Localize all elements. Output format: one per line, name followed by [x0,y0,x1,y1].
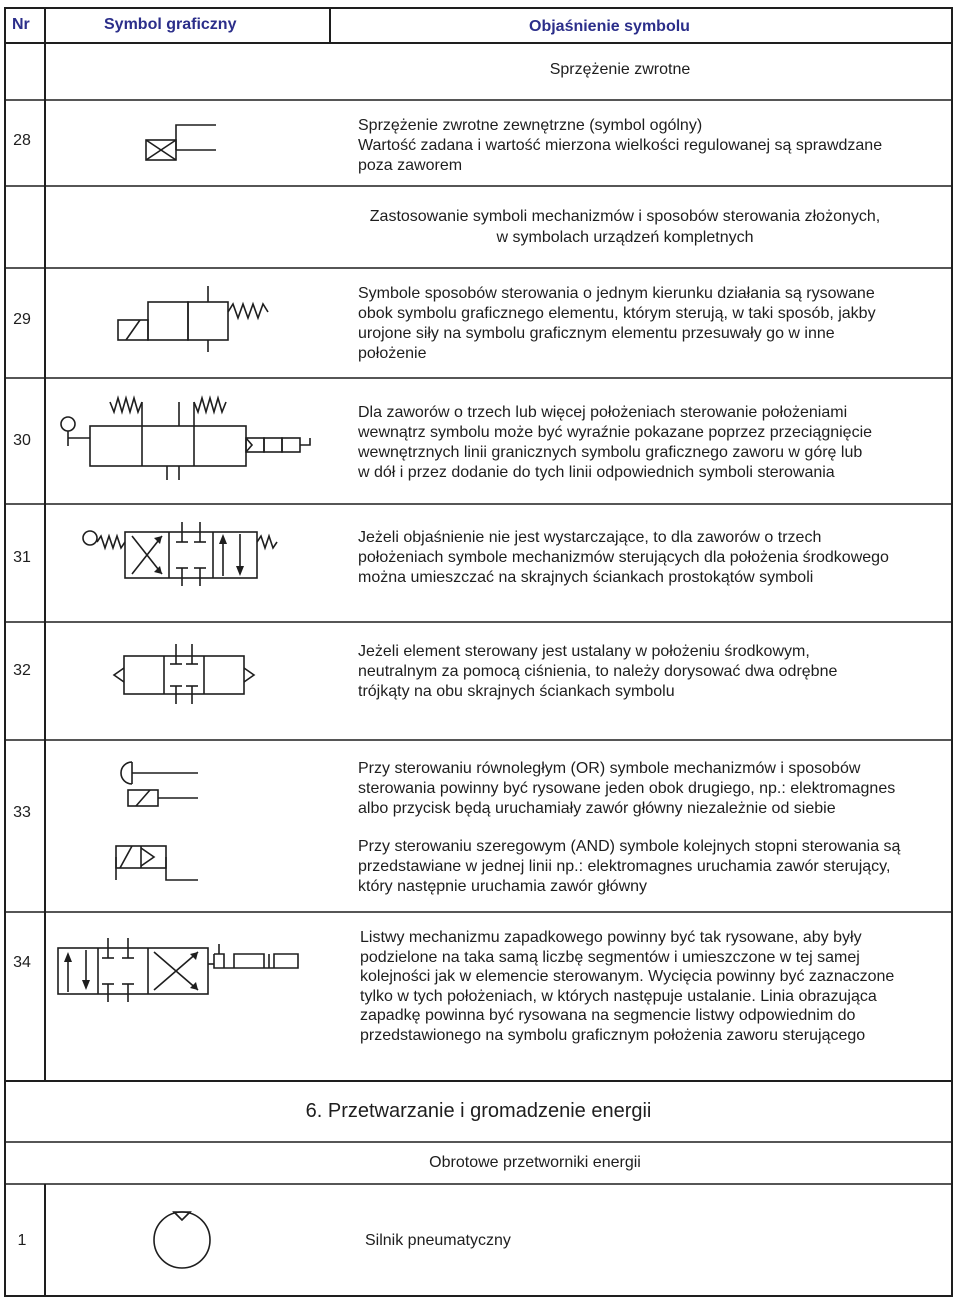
row-30-line-3: wewnętrznych linii granicznych symbolu graficznego zaworu w górę lub [358,444,863,461]
row-28-line-3: poza zaworem [358,157,463,174]
row-34-line-5: zapadkę powinna być rysowana na segmencie listwy odpowiednim do [360,1007,856,1024]
row-33-line-5: przedstawiane w jednej linii np.: elektromagnes uruchamia zawór sterujący, [358,858,891,875]
row-32-line-3: trójkąty na obu skrajnych ściankach symbolu [358,683,675,700]
row-34-line-4: tylko w tych położeniach, w których następuje ustalanie. Linia obrazująca [360,988,877,1005]
row-34-line-1: Listwy mechanizmu zapadkowego powinny być tak rysowane, aby były [360,929,862,946]
header-symbol: Symbol graficzny [104,16,237,33]
motor-row-nr: 1 [17,1232,27,1249]
or-and-control-symbols [108,752,228,892]
section-application-line-2: w symbolach urządzeń kompletnych [496,229,754,246]
section-feedback: Sprzężenie zwrotne [549,61,691,78]
row-34-nr: 34 [13,954,31,971]
row-28-line-1: Sprzężenie zwrotne zewnętrzne (symbol ogólny) [358,117,703,134]
energy-chapter-title: 6. Przetwarzanie i gromadzenie energii [305,1100,652,1122]
section-rotary: Obrotowe przetworniki energii [429,1154,641,1171]
row-28-line-2: Wartość zadana i wartość mierzona wielkości regulowanej są sprawdzane [358,137,883,154]
row-32-line-2: neutralnym za pomocą ciśnienia, to należy dorysować dwa odrębne [358,663,838,680]
row-31-nr: 31 [13,549,31,566]
row-33-line-6: który następnie uruchamia zawór główny [358,878,648,895]
pressure-centered-valve-symbol [108,640,258,708]
row-31-line-2: położeniach symbole mechanizmów sterujących dla położenia środkowego [358,549,889,566]
row-29-line-2: obok symbolu graficznego elementu, którym sterują, w taki sposób, jakby [358,305,876,322]
header-explanation: Objaśnienie symbolu [529,18,690,35]
pneumatic-motor-symbol [150,1208,214,1272]
row-29-line-1: Symbole sposobów sterowania o jednym kierunku działania są rysowane [358,285,875,302]
row-32-line-1: Jeżeli element sterowany jest ustalany w położeniu środkowym, [358,643,810,660]
row-28-nr: 28 [13,132,31,149]
row-33-line-4: Przy sterowaniu szeregowym (AND) symbole kolejnych stopni sterowania są [358,838,901,855]
section-application-line-1: Zastosowanie symboli mechanizmów i sposobów sterowania złożonych, [369,208,881,225]
row-29-line-3: urojone siły na symbolu graficznym elementu przesuwały go w inne [358,325,835,342]
row-33-line-3: albo przycisk będą uruchamiały zawór główny niezależnie od siebie [358,800,836,817]
row-34-line-2: podzielone na taka samą liczbę segmentów i umieszczone w tej samej [360,949,860,966]
row-29-nr: 29 [13,311,31,328]
row-30-line-1: Dla zaworów o trzech lub więcej położeniach sterowanie położeniami [358,404,848,421]
one-direction-control-valve-symbol [110,282,280,352]
row-33-line-1: Przy sterowaniu równoległym (OR) symbole mechanizmów i sposobów [358,760,861,777]
row-30-nr: 30 [13,432,31,449]
row-31-line-3: można umieszczać na skrajnych ściankach prostokątów symboli [358,569,814,586]
three-position-valve-symbol [56,392,318,484]
three-position-outer-control-symbol [80,518,280,588]
external-feedback-symbol [140,120,220,165]
row-30-line-4: w dół i przez dodanie do tych linii odpowiednich symboli sterowania [358,464,835,481]
row-34-line-3: kolejności jak w elemencie sterowanym. Wycięcia powinny być zaznaczone [360,968,895,985]
row-30-line-2: wewnątrz symbolu może być wyraźnie pokazane poprzez przeciągnięcie [358,424,873,441]
motor-row-label: Silnik pneumatyczny [365,1232,511,1249]
row-31-line-1: Jeżeli objaśnienie nie jest wystarczające, to dla zaworów o trzech [358,529,822,546]
header-nr: Nr [12,16,30,33]
row-29-line-4: położenie [358,345,427,362]
row-34-line-6: przedstawionego na symbolu graficznym położenia zaworu sterującego [360,1027,866,1044]
row-32-nr: 32 [13,662,31,679]
row-33-line-2: sterowania powinny być rysowane jeden obok drugiego, np.: elektromagnes [358,780,896,797]
row-33-nr: 33 [13,804,31,821]
detent-bar-valve-symbol [54,934,304,1004]
